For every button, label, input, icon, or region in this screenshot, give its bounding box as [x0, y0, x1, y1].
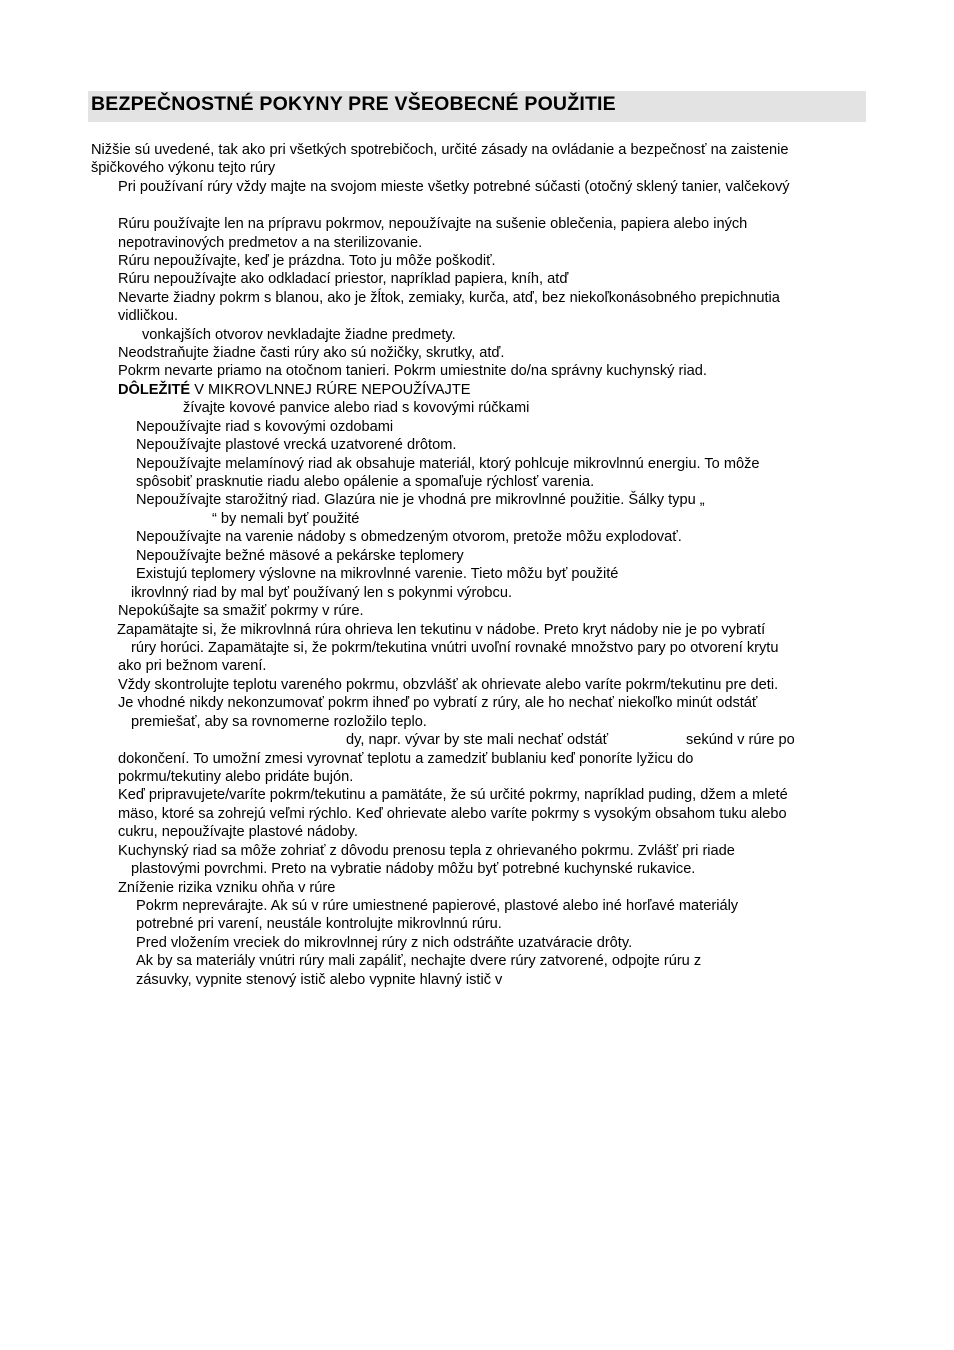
text-line: vonkajších otvorov nevkladajte žiadne predmety.: [142, 327, 456, 343]
text-line: Nevarte žiadny pokrm s blanou, ako je žĺtok, zemiaky, kurča, atď, bez niekoľkonásobného prepichnutia: [118, 290, 780, 306]
text-line: Keď pripravujete/varíte pokrm/tekutinu a pamätáte, že sú určité pokrmy, napríklad puding, džem a mleté: [118, 787, 788, 803]
text-line: Ak by sa materiály vnútri rúry mali zapáliť, nechajte dvere rúry zatvorené, odpojte rúru z: [136, 953, 702, 969]
important-line: [118, 381, 470, 399]
text-line: Neodstraňujte žiadne časti rúry ako sú nožičky, skrutky, atď.: [118, 345, 505, 361]
text-line: Nepoužívajte melamínový riad ak obsahuje materiál, ktorý pohlcuje mikrovlnnú energiu. To môže: [136, 456, 760, 472]
text-line: dy, napr. vývar by ste mali nechať odstáť: [346, 732, 609, 748]
text-line: Nižšie sú uvedené, tak ako pri všetkých spotrebičoch, určité zásady na ovládanie a bezpečnosť na zaistenie: [91, 142, 789, 158]
text-line: Existujú teplomery výslovne na mikrovlnné varenie. Tieto môžu byť použité: [136, 566, 619, 582]
text-line: plastovými povrchmi. Preto na vybratie nádoby môžu byť potrebné kuchynské rukavice.: [131, 861, 696, 877]
text-line: Zníženie rizika vzniku ohňa v rúre: [118, 880, 336, 896]
text-line: Nepoužívajte plastové vrecká uzatvorené drôtom.: [136, 437, 457, 453]
text-line: pokrmu/tekutiny alebo pridáte bujón.: [118, 769, 354, 785]
text-line: Kuchynský riad sa môže zohriať z dôvodu prenosu tepla z ohrievaného pokrmu. Zvlášť pri riade: [118, 843, 735, 859]
text-line: Pred vložením vreciek do mikrovlnnej rúry z nich odstráňte uzatváracie drôty.: [136, 935, 633, 951]
text-line: Rúru nepoužívajte, keď je prázdna. Toto ju môže poškodiť.: [118, 253, 496, 269]
text-line: mäso, ktoré sa zohrejú veľmi rýchlo. Keď ohrievate alebo varíte pokrmy s vysokým obsahom tuku alebo: [118, 806, 787, 822]
text-line: sekúnd v rúre po: [686, 732, 795, 748]
text-line: ako pri bežnom varení.: [118, 658, 267, 674]
text-line: dokončení. To umožní zmesi vyrovnať teplotu a zamedziť bublaniu keď ponoríte lyžicu do: [118, 751, 694, 767]
text-line: vidličkou.: [118, 308, 179, 324]
text-line: zásuvky, vypnite stenový istič alebo vypnite hlavný istič v: [136, 972, 503, 988]
page-title: BEZPEČNOSTNÉ POKYNY PRE VŠEOBECNÉ POUŽITIE: [91, 93, 616, 115]
important-label: DÔLEŽITÉ: [118, 382, 191, 398]
text-line: Zapamätajte si, že mikrovlnná rúra ohrieva len tekutinu v nádobe. Preto kryt nádoby nie je po vybratí: [117, 622, 766, 638]
text-line: Vždy skontrolujte teplotu vareného pokrmu, obzvlášť ak ohrievate alebo varíte pokrm/tekutinu pre deti.: [118, 677, 779, 693]
text-line: Rúru nepoužívajte ako odkladací priestor, napríklad papiera, kníh, atď: [118, 271, 569, 287]
text-line: Pokrm neprevárajte. Ak sú v rúre umiestnené papierové, plastové alebo iné horľavé materiály: [136, 898, 739, 914]
text-line: spôsobiť prasknutie riadu alebo opálenie a spomaľuje rýchlosť varenia.: [136, 474, 595, 490]
text-line: rúry horúci. Zapamätajte si, že pokrm/tekutina vnútri uvoľní rovnaké množstvo pary po otvorení krytu: [131, 640, 779, 656]
text-line: cukru, nepoužívajte plastové nádoby.: [118, 824, 358, 840]
text-line: premiešať, aby sa rovnomerne rozložilo teplo.: [131, 714, 427, 730]
text-line: Rúru používajte len na prípravu pokrmov, nepoužívajte na sušenie oblečenia, papiera alebo iných: [118, 216, 748, 232]
text-line: Nepokúšajte sa smažiť pokrmy v rúre.: [118, 603, 364, 619]
text-line: Nepoužívajte bežné mäsové a pekárske teplomery: [136, 548, 464, 564]
text-line: Nepoužívajte starožitný riad. Glazúra nie je vhodná pre mikrovlnné použitie. Šálky typu „: [136, 492, 705, 508]
text-line: potrebné pri varení, neustále kontrolujte mikrovlnnú rúru.: [136, 916, 502, 932]
important-text: V MIKROVLNNEJ RÚRE NEPOUŽÍVAJTE: [190, 382, 471, 398]
text-line: ikrovlnný riad by mal byť používaný len s pokynmi výrobcu.: [131, 585, 513, 601]
text-line: Nepoužívajte na varenie nádoby s obmedzeným otvorom, pretože môžu explodovať.: [136, 529, 682, 545]
heading-bar: [88, 91, 866, 122]
text-line: špičkového výkonu tejto rúry: [91, 160, 276, 176]
text-line: Pokrm nevarte priamo na otočnom tanieri. Pokrm umiestnite do/na správny kuchynský riad.: [118, 363, 707, 379]
text-line: Pri používaní rúry vždy majte na svojom mieste všetky potrebné súčasti (otočný sklený tanier, valčekový: [118, 179, 790, 195]
text-line: “ by nemali byť použité: [212, 511, 360, 527]
text-line: žívajte kovové panvice alebo riad s kovovými rúčkami: [183, 400, 530, 416]
text-line: Nepoužívajte riad s kovovými ozdobami: [136, 419, 394, 435]
text-line: Je vhodné nikdy nekonzumovať pokrm ihneď po vybratí z rúry, ale ho nechať niekoľko minút odstáť: [118, 695, 758, 711]
text-line: nepotravinových predmetov a na sterilizovanie.: [118, 235, 423, 251]
